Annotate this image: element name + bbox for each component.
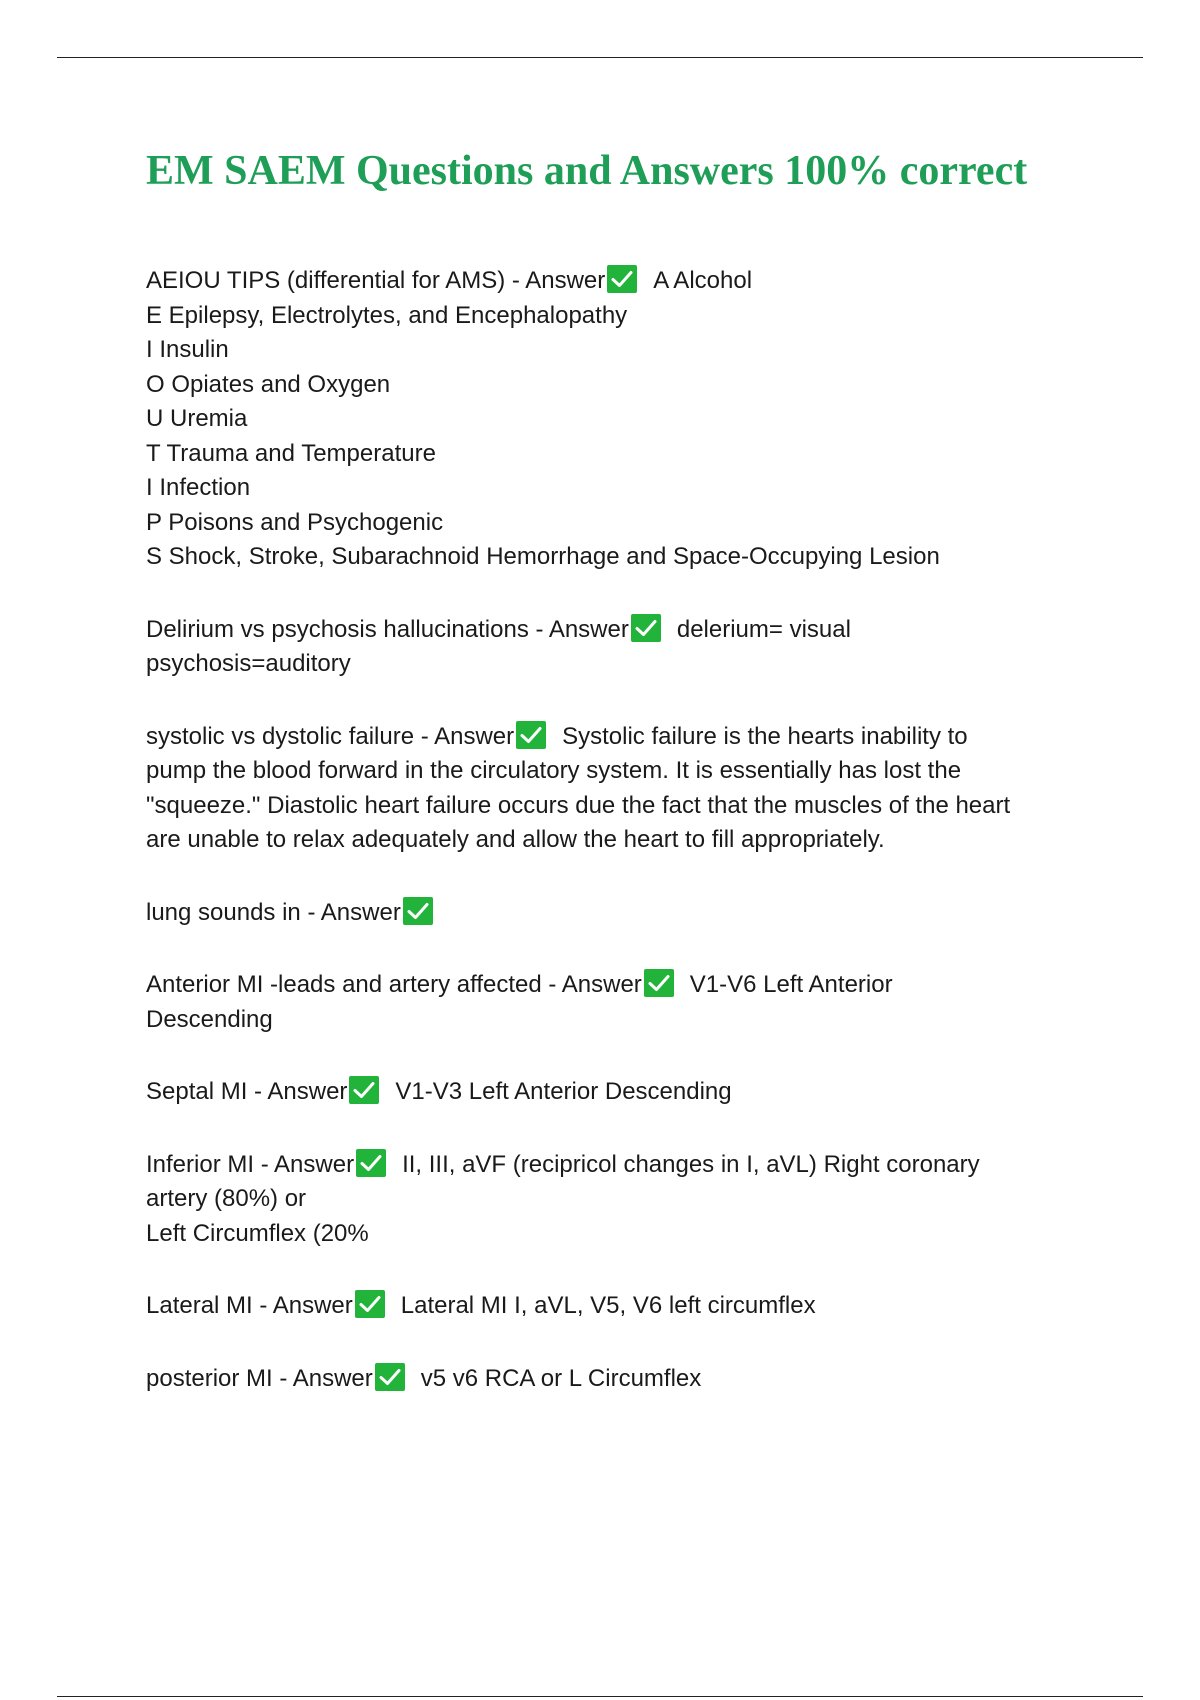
qa-list <box>146 264 1096 1434</box>
check-mark-icon-svg <box>607 265 637 293</box>
check-mark-icon-svg <box>349 1076 379 1104</box>
answer-line <box>146 506 1096 541</box>
question-text: Anterior MI -leads and artery affected - Answer <box>146 971 642 998</box>
answer-text: V1-V6 Left Anterior <box>689 971 893 998</box>
qa-first-line <box>146 264 1096 299</box>
qa-first-line <box>146 896 1096 931</box>
check-mark-icon <box>516 721 546 749</box>
qa-item <box>146 896 1096 931</box>
answer-text: I Insulin <box>146 336 229 363</box>
question-text: posterior MI - Answer <box>146 1364 373 1392</box>
answer-text: Left Circumflex (20% <box>146 1219 369 1247</box>
check-mark-icon <box>644 969 674 997</box>
answer-text: "squeeze." Diastolic heart failure occurs due the fact that the muscles of the heart <box>146 791 1011 819</box>
qa-item <box>146 720 1096 858</box>
question-text: Septal MI - Answer <box>146 1078 348 1105</box>
qa-first-line <box>146 1075 1096 1110</box>
qa-item <box>146 1289 1096 1324</box>
answer-line <box>146 823 1096 858</box>
qa-first-line <box>146 613 1096 648</box>
answer-text: Descending <box>146 1005 273 1033</box>
qa-first-line <box>146 1289 1096 1324</box>
answer-text: T Trauma and Temperature <box>146 439 436 467</box>
check-mark-icon-svg <box>644 969 674 997</box>
answer-text: Lateral MI I, aVL, V5, V6 left circumflex <box>400 1292 816 1319</box>
qa-first-line <box>146 968 1096 1003</box>
answer-line <box>146 1003 1096 1038</box>
question-text: Inferior MI - Answer <box>146 1150 355 1178</box>
check-mark-icon-svg <box>356 1149 386 1177</box>
answer-line <box>146 471 1096 506</box>
qa-first-line <box>146 1148 1096 1183</box>
check-mark-icon-svg <box>355 1290 385 1318</box>
qa-item <box>146 264 1096 575</box>
check-mark-icon-svg <box>631 614 661 642</box>
answer-line <box>146 647 1096 682</box>
answer-text: V1-V3 Left Anterior Descending <box>395 1078 732 1105</box>
answer-text: S Shock, Stroke, Subarachnoid Hemorrhage and Space-Occupying Lesion <box>146 543 940 570</box>
top-rule <box>57 57 1143 58</box>
answer-line <box>146 1182 1096 1217</box>
answer-text: P Poisons and Psychogenic <box>146 508 444 536</box>
answer-line <box>146 540 1096 575</box>
check-mark-icon <box>356 1149 386 1177</box>
answer-line <box>146 402 1096 437</box>
question-text: Lateral MI - Answer <box>146 1292 353 1319</box>
answer-line <box>146 437 1096 472</box>
answer-text: U Uremia <box>146 405 248 432</box>
answer-text: Systolic failure is the hearts inability to <box>562 722 968 750</box>
check-mark-icon <box>375 1363 405 1391</box>
answer-line <box>146 754 1096 789</box>
bottom-rule <box>57 1696 1143 1697</box>
question-text: systolic vs dystolic failure - Answer <box>146 722 515 750</box>
check-mark-icon-svg <box>403 897 433 925</box>
check-mark-icon <box>355 1290 385 1318</box>
qa-first-line <box>146 1362 1096 1397</box>
check-mark-icon <box>403 897 433 925</box>
check-mark-icon <box>607 265 637 293</box>
document-title: EM SAEM Questions and Answers 100% correct <box>146 148 1028 194</box>
question-text: lung sounds in - Answer <box>146 898 401 926</box>
qa-item <box>146 1075 1096 1110</box>
answer-text: v5 v6 RCA or L Circumflex <box>420 1364 702 1392</box>
answer-line <box>146 1217 1096 1252</box>
answer-line <box>146 333 1096 368</box>
answer-line <box>146 299 1096 334</box>
qa-first-line <box>146 720 1096 755</box>
check-mark-icon <box>631 614 661 642</box>
check-mark-icon <box>349 1076 379 1104</box>
answer-text: pump the blood forward in the circulatory system. It is essentially has lost the <box>146 757 962 784</box>
qa-item <box>146 968 1096 1037</box>
answer-text: are unable to relax adequately and allow the heart to fill appropriately. <box>146 826 885 853</box>
qa-item <box>146 1148 1096 1252</box>
answer-text: O Opiates and Oxygen <box>146 370 391 398</box>
answer-text: delerium= visual <box>676 615 851 643</box>
answer-text: II, III, aVF (recipricol changes in I, aVL) Right coronary <box>402 1150 980 1178</box>
answer-line <box>146 789 1096 824</box>
check-mark-icon-svg <box>516 721 546 749</box>
question-text: AEIOU TIPS (differential for AMS) - Answer <box>146 267 606 294</box>
answer-line <box>146 368 1096 403</box>
answer-text: psychosis=auditory <box>146 650 351 677</box>
qa-item <box>146 613 1096 682</box>
answer-text: I Infection <box>146 474 251 501</box>
answer-text: E Epilepsy, Electrolytes, and Encephalopathy <box>146 301 628 329</box>
qa-item <box>146 1362 1096 1397</box>
check-mark-icon-svg <box>375 1363 405 1391</box>
question-text: Delirium vs psychosis hallucinations - Answer <box>146 615 629 643</box>
answer-text: artery (80%) or <box>146 1185 307 1212</box>
answer-text: A Alcohol <box>653 267 753 294</box>
